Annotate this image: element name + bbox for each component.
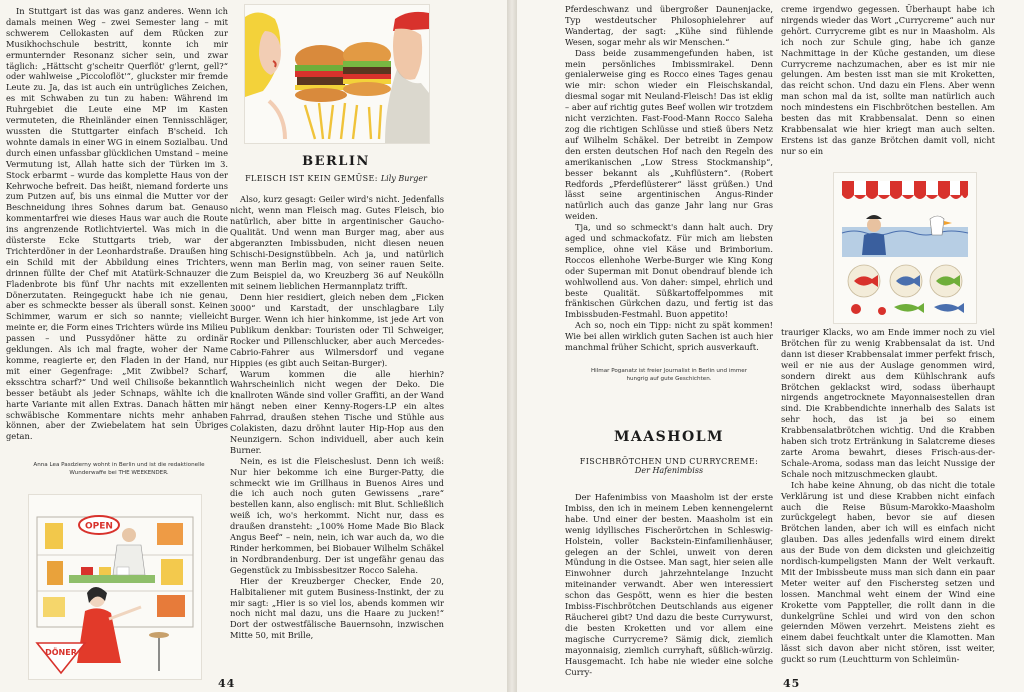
author-caption-right: Hilmar Poganatz ist freier Journalist in Berlin und immer hungrig auf gute Geschichten. xyxy=(590,368,748,382)
maasholm-subhead xyxy=(565,457,773,475)
berlin-subhead xyxy=(232,174,440,183)
column-4-paragraph-2: trauriger Klacks, wo am Ende immer noch zu viel Brötchen für zu wenig Krabbensalat da ist. Und dann ist dieser Krabbensalat immer perfekt frisch, weil er nie aus der Auslage genommen wird, sondern direkt aus dem Kühlschrank aufs Brötchen geklackst wird, sodass überhaupt nirgends angetrocknete Mayonnaisestellen dran sind. Die Krabbendichte innerhalb des Salats ist sehr hoch, das ist ja bei so einem Krabbensalatbrötchen wichtig. Und die Krabben haben sich trotz Ertränkung in Salatcreme dieses zarte Aroma bewahrt, dieses Frisch-aus-der-Schale-Aroma, sodass man das leicht Nussige der Schale noch mitzuschmecken glaubt. xyxy=(781,327,995,479)
maasholm-subhead-place: Der Hafenimbiss xyxy=(634,466,704,475)
doner-shop-illustration xyxy=(28,494,202,680)
harbor-fish-icon xyxy=(834,173,976,323)
burger-couple-icon xyxy=(245,5,429,143)
right-page xyxy=(517,0,1024,692)
column-3 xyxy=(565,4,773,353)
harbor-illustration xyxy=(833,172,977,324)
column-3-paragraph-3: Tja, und so schmeckt's dann halt auch. Dry aged und schmackofatz. Für mich am liebsten semplice, ohne viel Käse und Brimborium. Roccos ellenhohe Werbe-Burger wie King Kong oder Superman mit Donut obendrauf blende ich wohlwollend aus. Von daher: simpel, ehrlich und beste Qualität. Süßkartoffelpommes mit fränkischen Gürkchen dazu, und fertig ist das Imbissbuden-Festmahl. Buon appetito! xyxy=(565,222,773,320)
column-1 xyxy=(6,6,228,442)
doner-shop-icon xyxy=(29,495,201,679)
column-3-paragraph-1: Pferdeschwanz und übergroßer Daunenjacke, Typ westdeutscher Philosophielehrer auf Wandertag, der sagt: „Kühe sind fühlende Wesen, sogar mehr als wir Menschen.“ xyxy=(565,4,773,47)
column-2 xyxy=(230,194,444,641)
column-2-paragraph-3: Warum kommen die alle hierhin? Wahrscheinlich nicht wegen der Deko. Die knallroten Wände sind voller Graffiti, an der Wand hängt neben einer Kenny-Rogers-LP ein altes Fahrrad, draußen stehen Tische und Stühle aus Colakisten, dazu dröhnt lauter Hip-Hop aus den Neunzigern. Schon individuell, aber auch kein Burner. xyxy=(230,368,444,455)
page-number-right: 45 xyxy=(783,677,801,690)
column-4-top xyxy=(781,4,995,157)
maasholm-headline: MAASHOLM xyxy=(613,429,725,445)
left-page xyxy=(0,0,507,692)
page-number-left: 44 xyxy=(218,677,236,690)
author-caption-left: Anna Lea Pasdzierny wohnt in Berlin und ist die redaktionelle Wunderwaffe bei THE WEEKENDER. xyxy=(33,462,205,476)
column-2-paragraph-4: Nein, es ist die Fleischeslust. Denn ich weiß: Nur hier bekomme ich eine Burger-Patty, die schmeckt wie im Grillhaus in Buenos Aires und die ich auch noch guten Gewissens „rare“ bestellen kann, also englisch: mit Blut. Schließlich weiß ich, wo's herkommt. Nicht nur, dass es draußen dransteht: „100% Home Made Bio Black Angus Beef“ – nein, nein, ich war auch da, wo die Rinder herkommen, bei Biobauer Wilhelm Schäkel in Nordbrandenburg. Der ist ungefähr genau das Gegenstück zu Imbissbesitzer Rocco Saleha. xyxy=(230,455,444,575)
column-4-bottom xyxy=(781,327,995,665)
column-2-paragraph-1: Also, kurz gesagt: Geiler wird's nicht. Jedenfalls nicht, wenn man Fleisch mag. Gutes Fleisch, bio natürlich, aber bitte in argentinischer Gaucho-Qualität. Und wenn man Burger mag, aber aus abgeranzten Imbissbuden, nicht diesen neuen Schischi-Designstübbeln. Ach ja, und natürlich wenn man Berlin mag, von seiner rauen Seite. Zum Beispiel da, wo Kreuzberg 36 auf Neukölln mit seinem lieblichen Hermannplatz trifft. xyxy=(230,194,444,292)
maasholm-subhead-main: FISCHBRÖTCHEN UND CURRYCREME: xyxy=(579,457,759,466)
berlin-subhead-place: Lily Burger xyxy=(380,174,427,183)
column-3-bottom xyxy=(565,492,773,677)
column-3-bottom-paragraph: Der Hafenimbiss von Maasholm ist der erste Imbiss, den ich in meinem Leben kennengelernt habe. Und einer der besten. Maasholm ist ein wenig idyllisches Fischerörtchen in Schleswig-Holstein, voller Backstein-Einfamilienhäuser, gelegen an der Schlei, unweit von deren Mündung in die Ostsee. Man sagt, hier seien alle Einwohner durch jahrzehntelange Inzucht miteinander verwandt. Aber wen interessiert schon das Gespött, wenn es hier die besten Imbiss-Fischbrötchen Deutschlands aus eigener Räucherei gibt? Und dazu die beste Currywurst, die besten Kroketten und vor allem eine magische Currycreme? Sämig dick, ziemlich mayonnaisig, ziemlich curryhaft, süßlich-würzig. Hausgemacht. Ich habe nie wieder eine solche Curry- xyxy=(565,492,773,677)
doner-sign-text: DÖNER xyxy=(45,648,77,657)
column-4-paragraph-3: Ich habe keine Ahnung, ob das nicht die totale Verklärung ist und diese Krabben nicht einfach auch die Reise Büsum-Marokko-Maasholm zurückgelegt haben, bevor sie auf diesen Brötchen landen, aber ich will es einfach nicht glauben. Das alles jedenfalls wird einem direkt aus der Bude von dem dicksten und gleichzeitig nordisch-kumpeligsten Mann der Welt verkauft. Mit der Imbissbeute muss man sich dann ein paar Meter weiter auf den Fischersteg setzen und lossen. Manchmal weht einem der Wind eine Krokette vom Pappteller, die rollt dann in die dunkelgrüne Schlei und wird von den schon geiernden Möwen verzehrt. Meistens zieht es einem dabei feuchtkalt unter die Klamotten. Man lässt sich davon aber nicht stören, isst weiter, guckt so rum (Leuchtturm von Schleimün- xyxy=(781,479,995,665)
berlin-subhead-main: FLEISCH IST KEIN GEMÜSE: xyxy=(245,174,378,183)
burger-illustration xyxy=(244,4,430,144)
berlin-headline: BERLIN xyxy=(302,154,370,169)
column-3-paragraph-2: Dass beide zusammengefunden haben, ist mein persönliches Imbissmirakel. Denn genialerweise ging es Rocco eines Tages genau wie mir: schon wieder ein Fleischskandal, diesmal sogar mit Neuland-Fleisch! Das ist eklig – aber auf richtig gutes Beef wollen wir trotzdem nicht verzichten. Fast-Food-Mann Rocco Saleha zog die richtigen Schlüsse und stieß übers Netz auf Wilhelm Schäkel. Der betreibt in Zempow den ersten deutschen Hof nach den Regeln des amerikanischen „Low Stress Stockmanship“, besser bekannt als „Kuhflüstern“. (Robert Redfords „Pferdeflüsterer“ lässt grüßen.) Und lässt seine argentinischen Angus-Rinder natürlich auch das ganze Jahr lang nur Gras weiden. xyxy=(565,47,773,222)
open-sign-text: OPEN xyxy=(85,521,113,532)
column-2-paragraph-5: Hier der Kreuzberger Checker, Ende 20, Halbitaliener mit gutem Business-Instinkt, der zu mir sagt: „Hier is so viel los, abends kommen wir noch nicht mal dazu, uns die Haare zu jucken!“ Dort der ostwestfälische Bauernsohn, inzwischen Mitte 50, mit Brille, xyxy=(230,575,444,641)
column-3-paragraph-4: Ach so, noch ein Tipp: nicht zu spät kommen! Wie bei allen wirklich guten Sachen ist auch hier manchmal früher Schicht, sprich ausverkauft. xyxy=(565,320,773,353)
column-4-paragraph-1: creme irgendwo gegessen. Überhaupt habe ich nirgends wieder das Wort „Currycreme“ auch nur gehört. Currycreme gibt es nur in Maasholm. Als ich noch zur Schule ging, habe ich ganze Nachmittage in der Küche gestanden, um diese Currycreme nachzumachen, aber es ist mir nie gelungen. Am besten isst man sie mit Kroketten, das reicht schon. Und dazu ein Flens. Aber wenn man schon mal da ist, sollte man natürlich auch noch mindestens ein Fischbrötchen bestellen. Am besten das mit Krabbensalat. Denn so einen Krabbensalat wie hier kriegt man auch selten. Erstens ist das ganze Brötchen damit voll, nicht nur so ein xyxy=(781,4,995,156)
column-2-paragraph-2: Denn hier residiert, gleich neben dem „Ficken 3000“ und Karstadt, der unschlagbare Lily Burger. Wenn ich hier hinkomme, ist jede Art von Publikum denkbar: Touristen oder Til Schweiger, Rocker und Pillenschlucker, aber auch Mercedes-Cabrio-Fahrer aus Wilmersdorf und vegane Hippies (es gibt auch Seitan-Burger). xyxy=(230,292,444,368)
book-gutter xyxy=(507,0,517,692)
column-1-paragraph: In Stuttgart ist das was ganz anderes. Wenn ich damals meinen Weg – zwei Semester lang – mit schwerem Cellokasten auf dem Rücken zur Musikhochschule bestritt, konnte ich mir ermunternder Resonanz sicher sein, und zwar täglich: „Hättscht g'scheitr Querflöt' g'lernt, gell?“ oder wahlweise „Piccoloflöt'“, gluckster mir fremde Leute zu. Ja, das ist auch ein untrügliches Zeichen, es mit Schwaben zu tun zu haben: Während im Ruhrgebiet die Leute eine MP im Kasten vermuteten, die Rheinländer einen Tennisschläger, wussten die Stuttgarter einfach B'scheid. Ich wohnte damals in einer WG in einem Sozialbau. Und durch einen unfassbar glücklichen Umstand – meine Vermutung ist, Allah hatte sich der Türken im 3. Stock erbarmt – wurde das komplette Haus von der Kehrwoche befreit. Das heißt, niemand forderte uns zum Putzen auf, bis uns einmal die Mutter vor der Beschneidung ihres Sohnes darum bat. Genauso kommentarfrei wie dieses Haus war auch die Route ins angrenzende Rotlichtviertel. Was mich in die düsterste Ecke Stuttgarts trieb, war der Trichterdöner in der Leonhardstraße. Draußen hing ein Schild mit der Abbildung eines Trichters, drinnen füllte der Chef mit Atatürk-Schnauzer die Fladenbrote bis fünf Uhr nachts mit exzellenten Dönerzutaten. Reingeguckt habe ich nie genau, aber es schmeckte besser als überall sonst. Keinen Schimmer, warum er sich so nannte; vielleicht meinte er, die Form eines Trichters würde ins Milieu passen – und Pussydöner hätte zu ordinär geklungen. Als ich mal fragte, woher der Name komme, reagierte er, den Fladen in der Hand, nur mit einer Gegenfrage: „Mit Zwibbel? Scharf, eksschtra scharf?“ Und weil Chilisoße bekanntlich besser betäubt als jeder Schnaps, wählte ich die harte Variante mit allen Extras. Danach hätten mir schwäbische Kommentare nichts mehr anhaben können, aber der Zwiebelatem hat sein Übriges getan. xyxy=(6,6,229,442)
